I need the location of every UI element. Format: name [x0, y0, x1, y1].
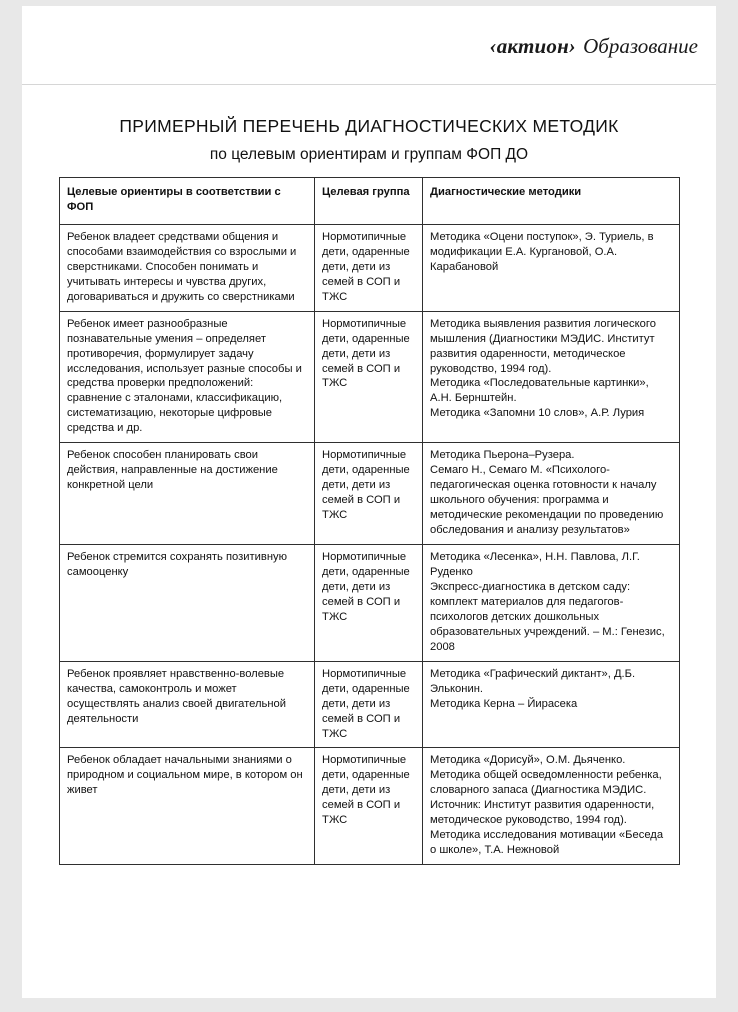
- table-row: [60, 311, 680, 443]
- column-header-orientir: Целевые ориентиры в соответствии с ФОП: [60, 178, 315, 225]
- cell-group: Нормотипичные дети, одаренные дети, дети из семей в СОП и ТЖС: [315, 545, 423, 662]
- cell-orientir: Ребенок стремится сохранять позитивную самооценку: [60, 545, 315, 662]
- column-header-methods: Диагностические методики: [423, 178, 680, 225]
- cell-methods: Методика Пьерона–Рузера. Семаго Н., Семаго М. «Психолого-педагогическая оценка готовности к началу школьного обучения: программа и методические рекомендации по проведению обследования и анализу результатов»: [423, 443, 680, 545]
- cell-group: Нормотипичные дети, одаренные дети, дети из семей в СОП и ТЖС: [315, 224, 423, 311]
- cell-group: Нормотипичные дети, одаренные дети, дети из семей в СОП и ТЖС: [315, 311, 423, 443]
- diagnostic-methods-table: [59, 177, 680, 865]
- brand-logo: [490, 34, 699, 59]
- cell-methods: Методика «Лесенка», Н.Н. Павлова, Л.Г. Руденко Экспресс-диагностика в детском саду: комплект материалов для педагогов-психологов детских дошкольных образовательных учреждений. – М.: Генезис, 2008: [423, 545, 680, 662]
- column-header-group: Целевая группа: [315, 178, 423, 225]
- page-title: ПРИМЕРНЫЙ ПЕРЕЧЕНЬ ДИАГНОСТИЧЕСКИХ МЕТОДИК: [119, 116, 619, 136]
- cell-orientir: Ребенок обладает начальными знаниями о природном и социальном мире, в котором он живет: [60, 748, 315, 865]
- table-row: [60, 545, 680, 662]
- table-row: [60, 661, 680, 748]
- brand-word-text: Образование: [583, 34, 698, 58]
- table-row: [60, 443, 680, 545]
- page-subtitle: по целевым ориентирам и группам ФОП ДО: [209, 146, 529, 163]
- brand-mark-text: ‹актион›: [489, 34, 577, 58]
- cell-methods: Методика «Дорисуй», О.М. Дьяченко. Методика общей осведомленности ребенка, словарного запаса (Диагностика МЭДИС. Источник: Институт развития одаренности, методическое руководство, 1994 год). Методика исследования мотивации «Беседа о школе», Т.А. Нежновой: [423, 748, 680, 865]
- cell-methods: Методика «Графический диктант», Д.Б. Эльконин. Методика Керна – Йирасека: [423, 661, 680, 748]
- cell-methods: Методика выявления развития логического мышления (Диагностики МЭДИС. Институт развития одаренности, методическое руководство, 1994 год). Методика «Последовательные картинки», А.Н. Бернштейн. Методика «Запомни 10 слов», А.Р. Лурия: [423, 311, 680, 443]
- table-row: [60, 748, 680, 865]
- cell-orientir: Ребенок способен планировать свои действия, направленные на достижение конкретной цели: [60, 443, 315, 545]
- table-header-row: [60, 178, 680, 225]
- cell-orientir: Ребенок владеет средствами общения и способами взаимодействия со взрослыми и сверстниками. Способен понимать и учитывать интересы и чувства других, договариваться и дружить со сверстниками: [60, 224, 315, 311]
- document-page: [22, 6, 716, 998]
- cell-group: Нормотипичные дети, одаренные дети, дети из семей в СОП и ТЖС: [315, 748, 423, 865]
- cell-orientir: Ребенок проявляет нравственно-волевые качества, самоконтроль и может осуществлять анализ своей двигательной деятельности: [60, 661, 315, 748]
- cell-group: Нормотипичные дети, одаренные дети, дети из семей в СОП и ТЖС: [315, 661, 423, 748]
- cell-orientir: Ребенок имеет разнообразные познавательные умения – определяет противоречия, формулирует задачу исследования, использует разные способы и средства проверки предположений: сравнение с эталонами, классификацию, систематизацию, некоторые цифровые средства и др.: [60, 311, 315, 443]
- header-divider: [22, 84, 716, 85]
- cell-methods: Методика «Оцени поступок», Э. Туриель, в модификации Е.А. Кургановой, О.А. Карабановой: [423, 224, 680, 311]
- table-row: [60, 224, 680, 311]
- cell-group: Нормотипичные дети, одаренные дети, дети из семей в СОП и ТЖС: [315, 443, 423, 545]
